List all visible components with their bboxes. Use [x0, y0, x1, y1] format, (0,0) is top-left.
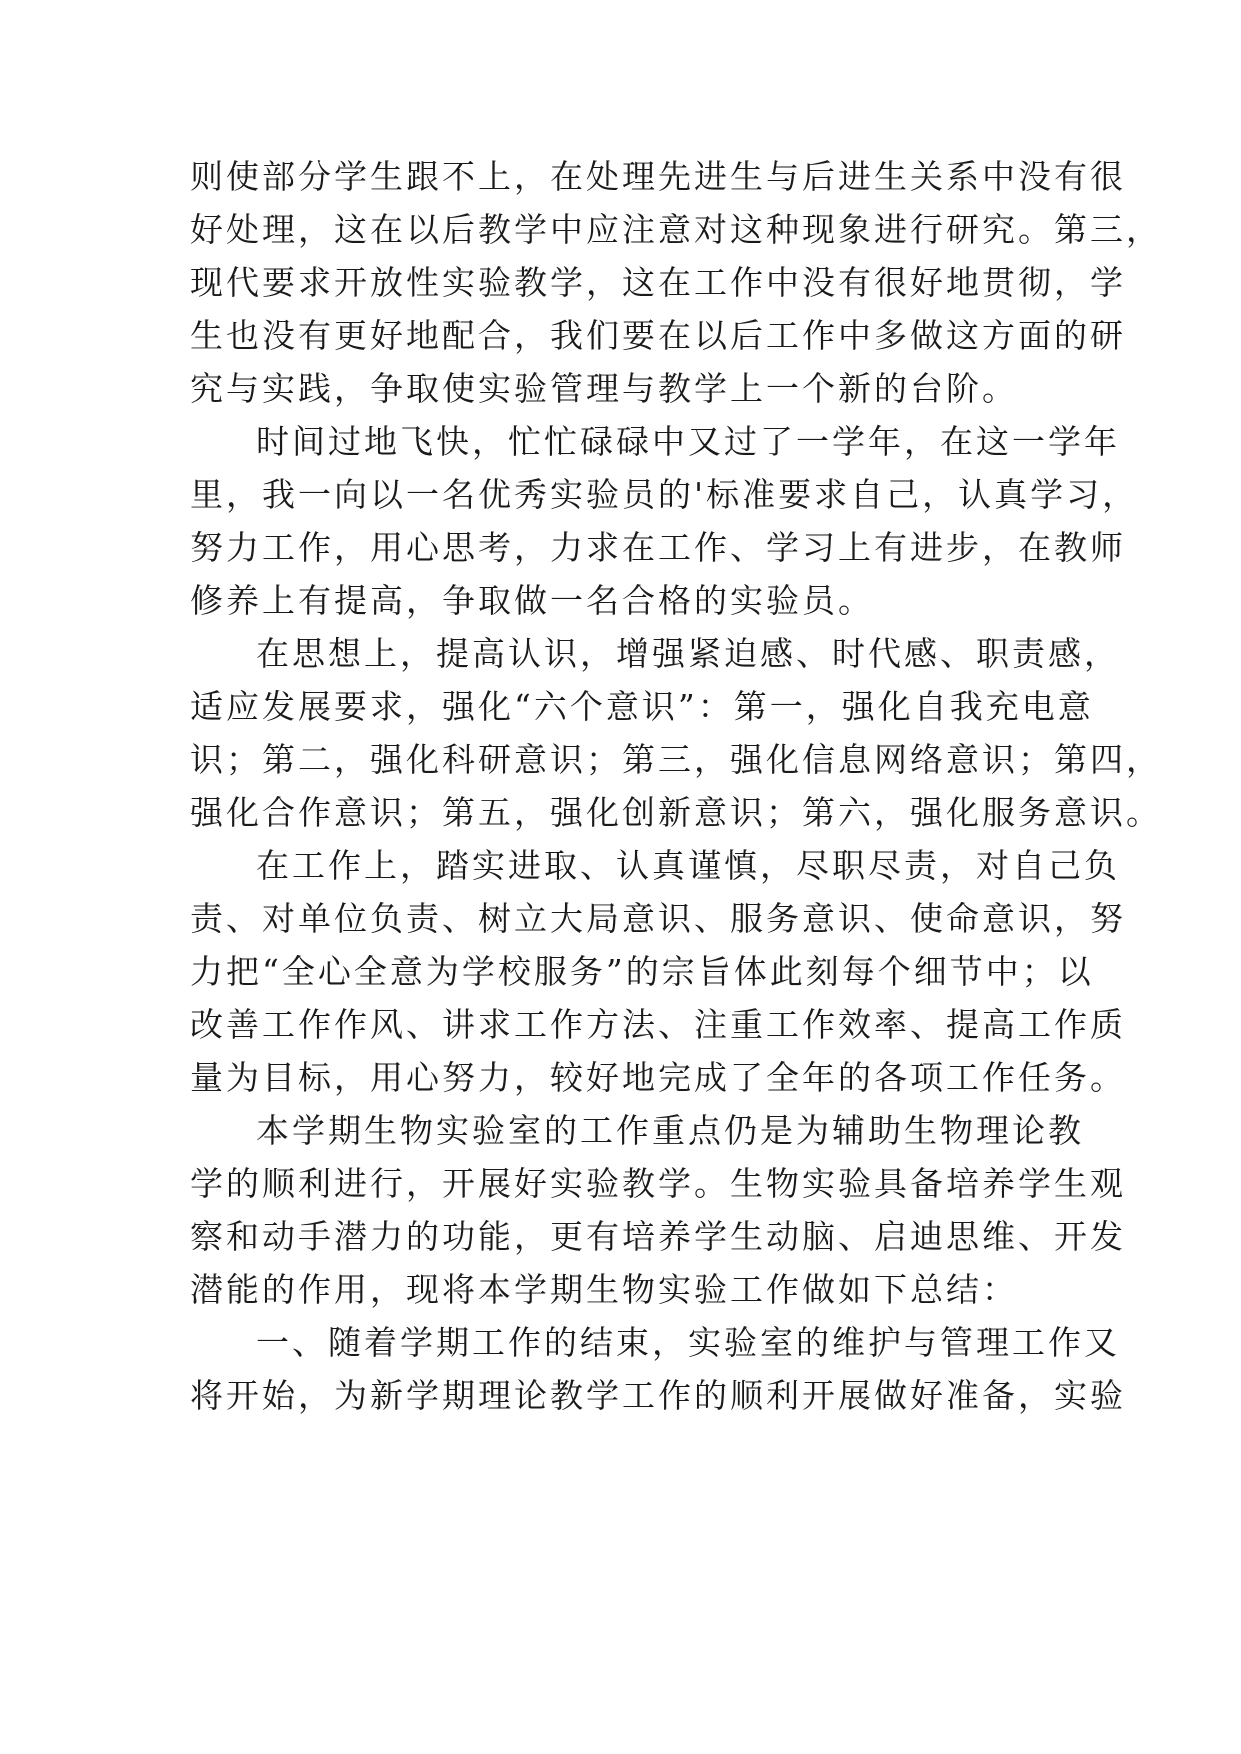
text-line-first: 本学期生物实验室的工作重点仍是为辅助生物理论教 [256, 1111, 1084, 1150]
text-line: 现代要求开放性实验教学，这在工作中没有很好地贯彻，学 [190, 263, 1126, 302]
text-line: 力把“全心全意为学校服务”的宗旨体此刻每个细节中；以 [190, 952, 1094, 991]
paragraph-5 [190, 1104, 1126, 1316]
text-line: 潜能的作用，现将本学期生物实验工作做如下总结： [190, 1270, 1018, 1309]
text-line: 强化合作意识；第五，强化创新意识；第六，强化服务意识。 [190, 793, 1162, 832]
text-line: 究与实践，争取使实验管理与教学上一个新的台阶。 [190, 369, 1018, 408]
text-line: 里，我一向以一名优秀实验员的'标准要求自己，认真学习， [190, 475, 1139, 514]
text-line: 责、对单位负责、树立大局意识、服务意识、使命意识，努 [190, 899, 1126, 938]
text-line: 察和动手潜力的功能，更有培养学生动脑、启迪思维、开发 [190, 1217, 1126, 1256]
text-line: 修养上有提高，争取做一名合格的实验员。 [190, 581, 874, 620]
text-line-first: 在工作上，踏实进取、认真谨慎，尽职尽责，对自己负 [256, 846, 1120, 885]
paragraph-2 [190, 415, 1139, 627]
paragraph-1 [190, 150, 1162, 415]
text-line-first: 一、随着学期工作的结束，实验室的维护与管理工作又 [256, 1323, 1120, 1362]
paragraph-4 [190, 839, 1126, 1104]
document-body [190, 150, 1162, 1422]
text-line: 生也没有更好地配合，我们要在以后工作中多做这方面的研 [190, 316, 1126, 355]
text-line: 改善工作作风、讲求工作方法、注重工作效率、提高工作质 [190, 1005, 1126, 1044]
text-line: 量为目标，用心努力，较好地完成了全年的各项工作任务。 [190, 1058, 1126, 1097]
text-line: 努力工作，用心思考，力求在工作、学习上有进步，在教师 [190, 528, 1126, 567]
text-line: 则使部分学生跟不上，在处理先进生与后进生关系中没有很 [190, 157, 1126, 196]
text-line: 识；第二，强化科研意识；第三，强化信息网络意识；第四， [190, 740, 1162, 779]
text-line: 将开始，为新学期理论教学工作的顺利开展做好准备，实验 [190, 1376, 1126, 1415]
text-line-first: 在思想上，提高认识，增强紧迫感、时代感、职责感， [256, 634, 1120, 673]
text-line: 适应发展要求，强化“六个意识”：第一，强化自我充电意 [190, 687, 1094, 726]
text-line: 学的顺利进行，开展好实验教学。生物实验具备培养学生观 [190, 1164, 1126, 1203]
text-line-first: 时间过地飞快，忙忙碌碌中又过了一学年，在这一学年 [256, 422, 1120, 461]
paragraph-6 [190, 1316, 1126, 1422]
paragraph-3 [190, 627, 1162, 839]
text-line: 好处理，这在以后教学中应注意对这种现象进行研究。第三， [190, 210, 1162, 249]
